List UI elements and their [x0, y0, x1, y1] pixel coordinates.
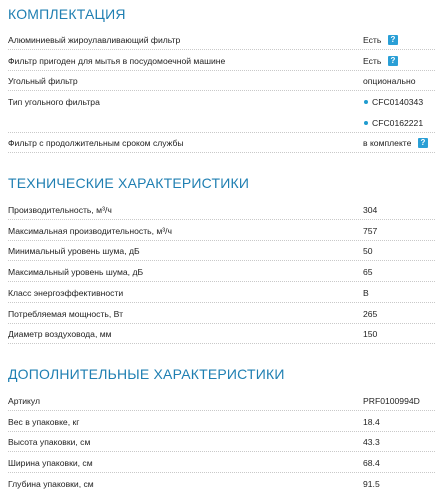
spec-label: Ширина упаковки, см [8, 458, 93, 468]
spec-value: PRF0100994D [363, 396, 420, 406]
spec-label: Класс энергоэффективности [8, 288, 124, 298]
spec-value: 68.4 [363, 458, 380, 468]
spec-value: 91.5 [363, 479, 380, 489]
spec-value: 265 [363, 309, 378, 319]
spec-label: Вес в упаковке, кг [8, 417, 80, 427]
spec-row [8, 458, 435, 473]
help-icon[interactable]: ? [388, 56, 398, 66]
filter-option-link[interactable]: CFC0140343 [364, 97, 423, 108]
spec-row [8, 437, 435, 452]
spec-label: Алюминиевый жироулавливающий фильтр [8, 35, 181, 45]
spec-row [8, 118, 435, 133]
spec-label: Высота упаковки, см [8, 437, 91, 447]
spec-row [8, 56, 435, 71]
spec-value: 150 [363, 329, 378, 339]
spec-label: Тип угольного фильтра [8, 97, 100, 107]
section-title-technical: ТЕХНИЧЕСКИЕ ХАРАКТЕРИСТИКИ [8, 175, 250, 191]
spec-row [8, 205, 435, 220]
spec-value: опционально [363, 76, 416, 86]
spec-row [8, 226, 435, 241]
spec-row [8, 267, 435, 282]
spec-label: Фильтр с продолжительным сроком службы [8, 138, 184, 148]
spec-value: в комплекте [363, 138, 412, 148]
spec-row [8, 396, 435, 411]
spec-row [8, 138, 435, 153]
help-icon[interactable]: ? [388, 35, 398, 45]
help-icon[interactable]: ? [418, 138, 428, 148]
spec-label: Производительность, м³/ч [8, 205, 112, 215]
spec-label: Угольный фильтр [8, 76, 78, 86]
spec-label: Артикул [8, 396, 41, 406]
spec-row [8, 76, 435, 91]
spec-row [8, 309, 435, 324]
spec-label: Фильтр пригоден для мытья в посудомоечной машине [8, 56, 226, 66]
spec-label: Максимальный уровень шума, дБ [8, 267, 144, 277]
spec-row [8, 35, 435, 50]
spec-label: Максимальная производительность, м³/ч [8, 226, 173, 236]
spec-label: Минимальный уровень шума, дБ [8, 246, 140, 256]
spec-row [8, 97, 435, 111]
spec-label: Глубина упаковки, см [8, 479, 94, 489]
spec-row [8, 329, 435, 344]
section-title-additional: ДОПОЛНИТЕЛЬНЫЕ ХАРАКТЕРИСТИКИ [8, 366, 285, 382]
spec-value: 43.3 [363, 437, 380, 447]
section-title-equipment: КОМПЛЕКТАЦИЯ [8, 6, 126, 22]
filter-option-link[interactable]: CFC0162221 [364, 118, 423, 129]
spec-value: 65 [363, 267, 373, 277]
spec-value: Есть [363, 35, 382, 45]
spec-value: Есть [363, 56, 382, 66]
spec-row [8, 288, 435, 303]
spec-row [8, 246, 435, 261]
spec-value: 304 [363, 205, 378, 215]
spec-value: B [363, 288, 369, 298]
spec-row [8, 417, 435, 432]
spec-label: Диаметр воздуховода, мм [8, 329, 112, 339]
spec-value: 50 [363, 246, 373, 256]
spec-value: 757 [363, 226, 378, 236]
spec-row [8, 479, 435, 493]
spec-value: 18.4 [363, 417, 380, 427]
spec-label: Потребляемая мощность, Вт [8, 309, 124, 319]
